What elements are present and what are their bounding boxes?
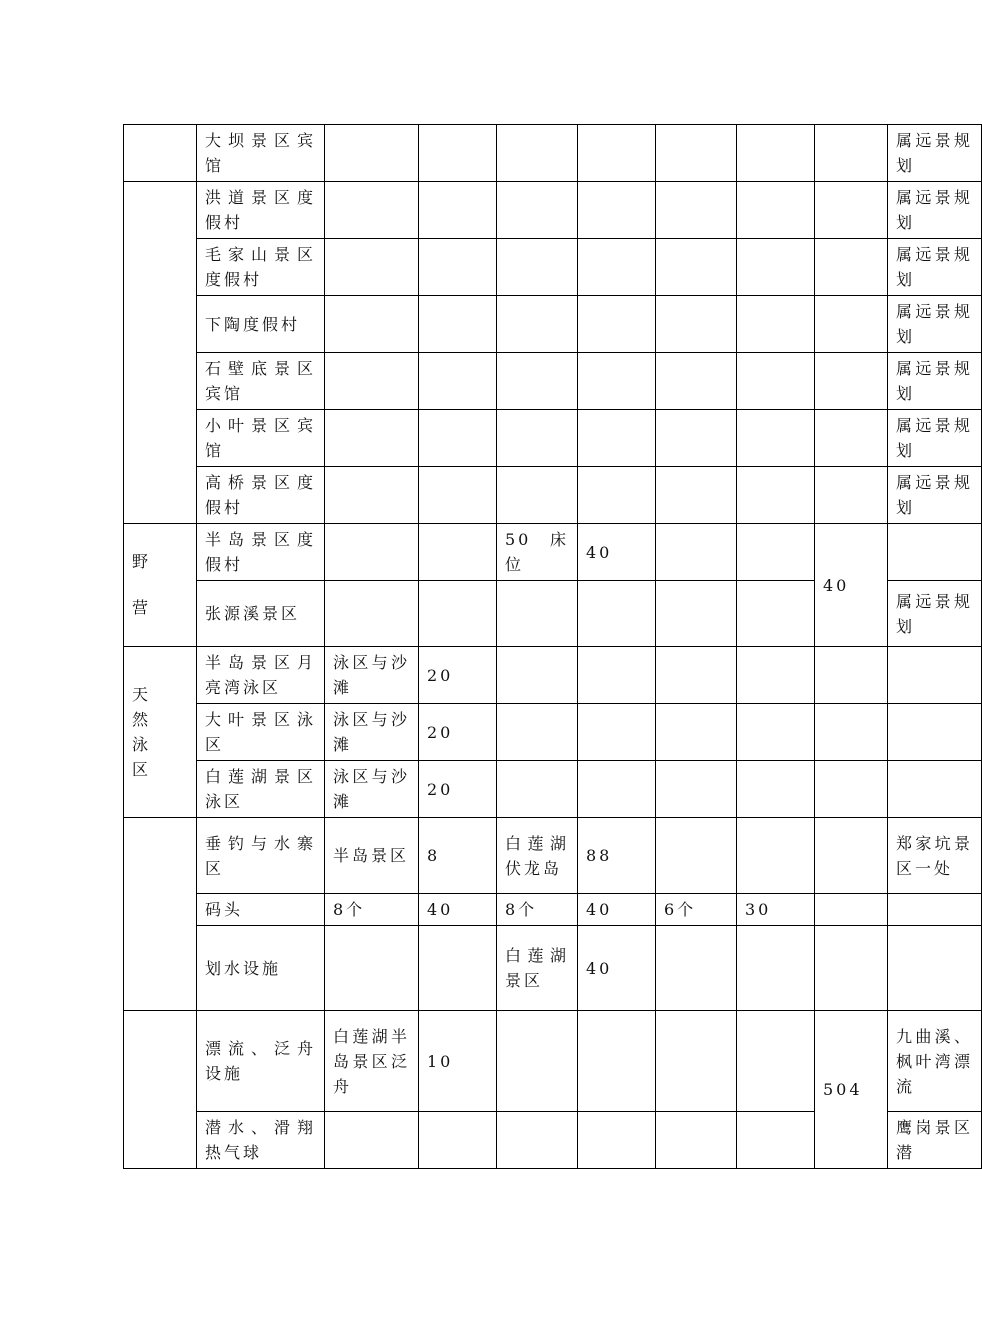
value-cell: 10 (419, 1011, 497, 1112)
location-cell: 白莲湖半岛景区泛舟 (325, 1011, 419, 1112)
facility-name: 划水设施 (197, 926, 325, 1011)
table-row (124, 761, 982, 818)
value-cell: 40 (419, 894, 497, 926)
group-cell (124, 1011, 197, 1169)
note-cell: 属远景规划 (888, 182, 982, 239)
facilities-table (123, 124, 982, 1169)
note-cell: 郑家坑景区一处 (888, 818, 982, 894)
total-cell: 40 (815, 524, 888, 647)
facility-name: 张源溪景区 (197, 581, 325, 647)
count-cell: 6个 (656, 894, 737, 926)
facility-name: 下陶度假村 (197, 296, 325, 353)
facility-name: 白莲湖景区泳区 (197, 761, 325, 818)
note-cell: 属远景规划 (888, 296, 982, 353)
type-cell: 泳区与沙滩 (325, 761, 419, 818)
group-cell (124, 125, 197, 182)
table-row (124, 125, 982, 182)
type-cell: 泳区与沙滩 (325, 704, 419, 761)
facility-name: 垂钓与水寨区 (197, 818, 325, 894)
note-cell: 属远景规划 (888, 581, 982, 647)
table-row (124, 353, 982, 410)
location-cell: 半岛景区 (325, 818, 419, 894)
table-row (124, 818, 982, 894)
note-cell: 属远景规划 (888, 410, 982, 467)
group-cell (124, 182, 197, 524)
facility-name: 漂流、泛舟设施 (197, 1011, 325, 1112)
facility-name: 半岛景区月亮湾泳区 (197, 647, 325, 704)
facility-name: 潜水、滑翔热气球 (197, 1112, 325, 1169)
table-row (124, 467, 982, 524)
table-row (124, 410, 982, 467)
table-row (124, 894, 982, 926)
value-cell: 30 (737, 894, 815, 926)
total-cell: 504 (815, 1011, 888, 1169)
facility-name: 高桥景区度假村 (197, 467, 325, 524)
facility-name: 石壁底景区宾馆 (197, 353, 325, 410)
value-cell: 40 (578, 894, 656, 926)
type-cell: 泳区与沙滩 (325, 647, 419, 704)
facility-name: 大叶景区泳区 (197, 704, 325, 761)
group-label-camping: 野 营 (124, 524, 197, 647)
note-cell: 鹰岗景区潜 (888, 1112, 982, 1169)
facility-name: 半岛景区度假村 (197, 524, 325, 581)
facility-name: 码头 (197, 894, 325, 926)
capacity-cell: 50 床位 (497, 524, 578, 581)
value-cell: 20 (419, 761, 497, 818)
facility-name: 大坝景区宾馆 (197, 125, 325, 182)
note-cell: 属远景规划 (888, 125, 982, 182)
table-row (124, 647, 982, 704)
note-cell: 九曲溪、枫叶湾漂流 (888, 1011, 982, 1112)
table-row (124, 182, 982, 239)
count-cell: 8个 (325, 894, 419, 926)
facility-name: 小叶景区宾馆 (197, 410, 325, 467)
value-cell: 40 (578, 524, 656, 581)
note-cell: 属远景规划 (888, 239, 982, 296)
value-cell: 20 (419, 647, 497, 704)
note-cell: 属远景规划 (888, 353, 982, 410)
location-cell: 白莲湖伏龙岛 (497, 818, 578, 894)
table-row (124, 524, 982, 581)
value-cell: 40 (578, 926, 656, 1011)
group-cell (124, 818, 197, 1011)
facility-name: 毛家山景区度假村 (197, 239, 325, 296)
value-cell: 88 (578, 818, 656, 894)
table-row (124, 1011, 982, 1112)
location-cell: 白莲湖景区 (497, 926, 578, 1011)
table-row (124, 296, 982, 353)
facility-name: 洪道景区度假村 (197, 182, 325, 239)
table-row (124, 239, 982, 296)
value-cell: 8 (419, 818, 497, 894)
count-cell: 8个 (497, 894, 578, 926)
note-cell: 属远景规划 (888, 467, 982, 524)
group-label-swimming: 天 然 泳 区 (124, 647, 197, 818)
value-cell: 20 (419, 704, 497, 761)
table-row (124, 704, 982, 761)
table-row (124, 926, 982, 1011)
